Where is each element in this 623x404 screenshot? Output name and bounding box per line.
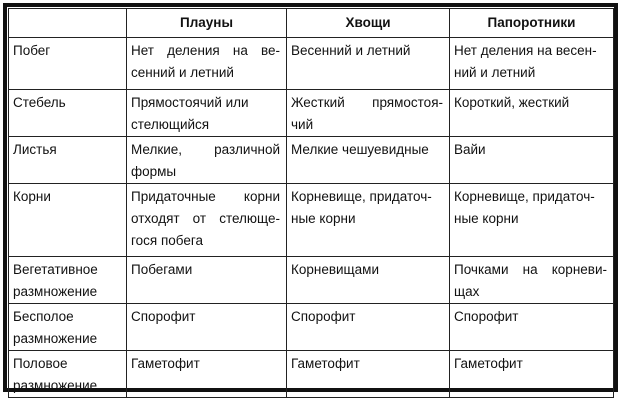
table-cell <box>127 304 287 351</box>
table-cell <box>127 257 287 304</box>
cell-text-line: Весенний и летний <box>291 43 411 58</box>
cell-text-line: Нет деления на весен- <box>454 43 597 58</box>
header-paporotniki: Папоротники <box>450 9 614 38</box>
table-cell <box>450 90 614 137</box>
row-label <box>9 38 127 90</box>
table-cell <box>287 304 450 351</box>
table-cell <box>127 137 287 184</box>
table-row <box>9 137 614 184</box>
cell-text-line: Бесполое <box>13 309 74 324</box>
cell-text-line: размножение <box>13 331 98 346</box>
table-cell <box>450 184 614 257</box>
cell-text-line: Побегами <box>131 262 193 277</box>
table-cell <box>287 257 450 304</box>
cell-text-line: Нет деления на ве- <box>131 43 280 58</box>
cell-text-line: формы <box>131 164 177 179</box>
table-cell <box>450 351 614 398</box>
cell-text-line: сенний и летний <box>131 65 234 80</box>
cell-text-line: Стебель <box>13 95 66 110</box>
table-cell <box>127 90 287 137</box>
table-cell <box>450 257 614 304</box>
table-frame <box>3 3 618 392</box>
cell-text-line: щах <box>454 284 480 299</box>
row-label <box>9 351 127 398</box>
cell-text-line: гося побега <box>131 233 203 248</box>
cell-text-line: Придаточные корни <box>131 189 280 204</box>
cell-text-line: размножение <box>13 284 98 299</box>
table-cell <box>287 137 450 184</box>
table-cell <box>127 38 287 90</box>
table-row <box>9 257 614 304</box>
header-row <box>9 9 614 38</box>
cell-text-line: Спорофит <box>131 309 196 324</box>
row-label <box>9 137 127 184</box>
header-plauny: Плауны <box>127 9 287 38</box>
table-cell <box>287 184 450 257</box>
table-cell <box>450 304 614 351</box>
table-cell <box>287 38 450 90</box>
cell-text-line: Гаметофит <box>131 356 200 371</box>
cell-text-line: Гаметофит <box>291 356 360 371</box>
cell-text-line: Половое <box>13 356 68 371</box>
cell-text-line: Короткий, жесткий <box>454 95 570 110</box>
table-cell <box>127 351 287 398</box>
row-label <box>9 304 127 351</box>
cell-text-line: Листья <box>13 142 57 157</box>
table-row <box>9 304 614 351</box>
table-cell <box>287 90 450 137</box>
table-cell <box>450 38 614 90</box>
table-row <box>9 184 614 257</box>
cell-text-line: Жесткий прямостоя- <box>291 95 443 110</box>
cell-text-line: Гаметофит <box>454 356 523 371</box>
row-label <box>9 257 127 304</box>
cell-text-line: Спорофит <box>454 309 519 324</box>
table-body <box>9 38 614 398</box>
cell-text-line: Корни <box>13 189 51 204</box>
cell-text-line: Корневищами <box>291 262 379 277</box>
cell-text-line: стелющийся <box>131 117 210 132</box>
table-cell <box>287 351 450 398</box>
cell-text-line: Побег <box>13 43 51 58</box>
cell-text-line: Мелкие чешуевидные <box>291 142 429 157</box>
cell-text-line: Вегетативное <box>13 262 98 277</box>
cell-text-line: Вайи <box>454 142 486 157</box>
cell-text-line: ний и летний <box>454 65 536 80</box>
table-cell <box>127 184 287 257</box>
table-row <box>9 38 614 90</box>
cell-text-line: Корневище, придаточ- <box>454 189 595 204</box>
comparison-table <box>8 8 614 398</box>
cell-text-line: Спорофит <box>291 309 356 324</box>
cell-text-line: Корневище, придаточ- <box>291 189 432 204</box>
row-label <box>9 90 127 137</box>
cell-text-line: Мелкие, различной <box>131 142 280 157</box>
cell-text-line: Почками на корневи- <box>454 262 607 277</box>
cell-text-line: ные корни <box>291 211 356 226</box>
cell-text-line: чий <box>291 117 314 132</box>
table-cell <box>450 137 614 184</box>
table-row <box>9 90 614 137</box>
table-row <box>9 351 614 398</box>
cell-text-line: ные корни <box>454 211 519 226</box>
cell-text-line: размножение <box>13 378 98 393</box>
cell-text-line: отходят от стелюще- <box>131 211 280 226</box>
header-khvoshchi: Хвощи <box>287 9 450 38</box>
cell-text-line: Прямостоячий или <box>131 95 249 110</box>
header-empty <box>9 9 127 38</box>
row-label <box>9 184 127 257</box>
